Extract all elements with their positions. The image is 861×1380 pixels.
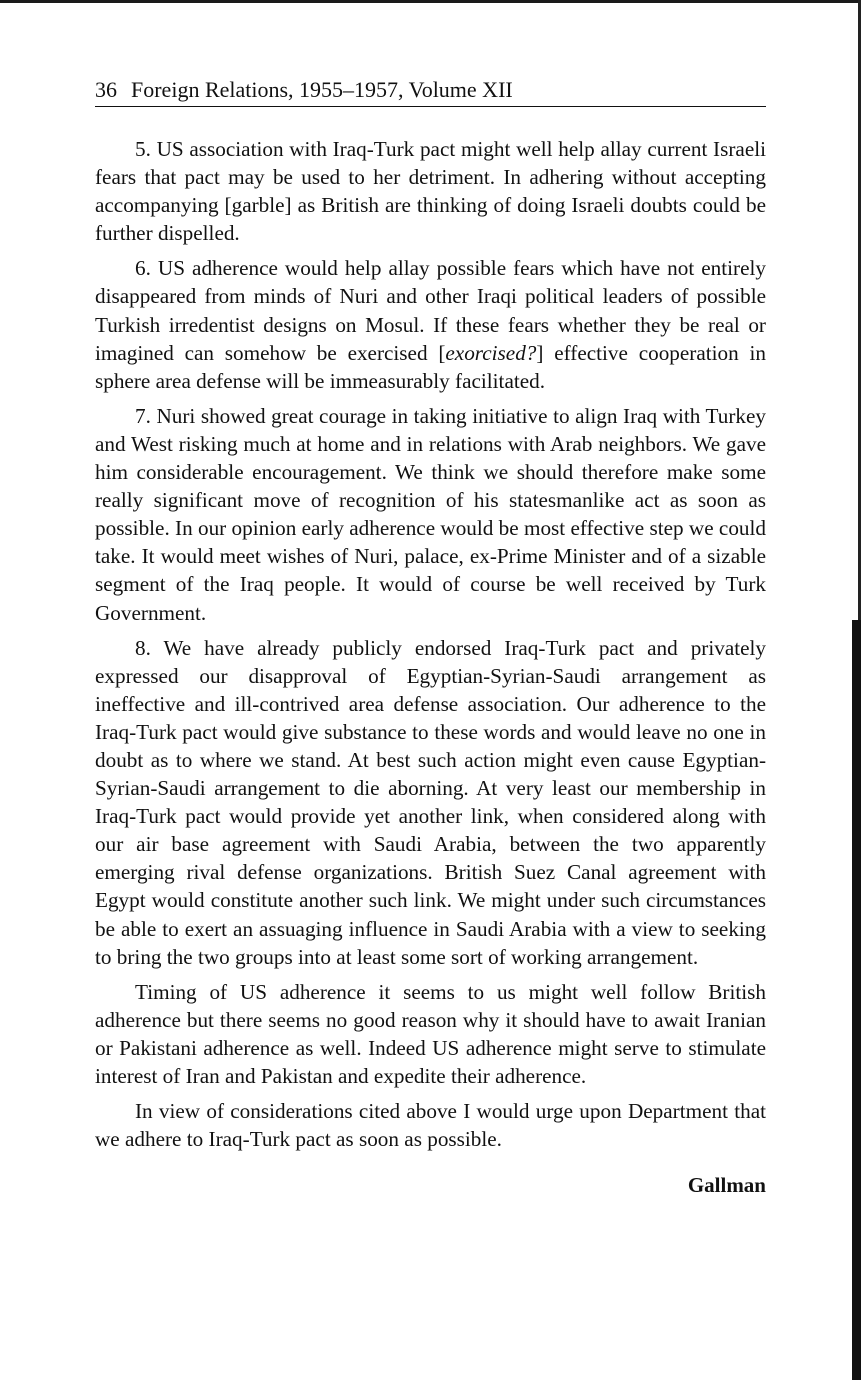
scan-top-edge [0,0,861,3]
volume-title: Foreign Relations, 1955–1957, Volume XII [131,77,513,102]
editorial-insertion: exorcised? [445,340,537,365]
paragraph-conclusion: In view of considerations cited above I would urge upon Department that we adhere to Iraq-Turk pact as soon as possible. [95,1099,766,1152]
paragraph-8: 8. We have already publicly endorsed Iraq-Turk pact and privately expressed our disapproval of Egyptian-Syrian-Saudi arrangement as ineffective and ill-contrived area defense association. Our adherence to the Iraq-Turk pact would give substance to these words and would leave no one in doubt as to where we stand. At best such action might even cause Egyptian-Syrian-Saudi arrangement to die aborning. At very least our membership in Iraq-Turk pact would provide yet another link, when considered along with our air base agreement with Saudi Arabia, between the two apparently emerging rival defense organizations. British Suez Canal agreement with Egypt would constitute another such link. We might under such circumstances be able to exert an assuaging influence in Saudi Arabia with a view to seeking to bring the two groups into at least some sort of working arrangement. [95,635,766,969]
paragraph-5: 5. US association with Iraq-Turk pact might well help allay current Israeli fears that pact may be used to her detriment. In adhering without accepting accompanying [garble] as British are thinking of doing Israeli doubts could be further dispelled. [95,137,766,246]
document-page [95,76,766,1198]
running-header [95,76,766,107]
paragraph-timing: Timing of US adherence it seems to us might well follow British adherence but there seems no good reason why it should have to await Iranian or Pakistani adherence as well. Indeed US adherence might serve to stimulate interest of Iran and Pakistan and expedite their adherence. [95,979,766,1088]
scan-right-edge-lower [852,620,861,1380]
paragraph-7: 7. Nuri showed great courage in taking initiative to align Iraq with Turkey and West risking much at home and in relations with Arab neighbors. We gave him considerable encouragement. We think we should therefore make some really significant move of recognition of his statesmanlike act as soon as possible. In our opinion early adherence would be most effective step we could take. It would meet wishes of Nuri, palace, ex-Prime Minister and of a sizable segment of the Iraq people. It would of course be well received by Turk Government. [95,403,766,625]
paragraph-6: 6. US adherence would help allay possible fears which have not entirely disappeared from minds of Nuri and other Iraqi political leaders of possible Turkish irredentist designs on Mosul. If these fears whether they be real or imagined can somehow be exercised [exorcised?] effective cooperation in sphere area defense will be immeasurably facilitated. [95,256,766,393]
page-number: 36 [95,77,117,102]
signature: Gallman [687,1173,766,1198]
